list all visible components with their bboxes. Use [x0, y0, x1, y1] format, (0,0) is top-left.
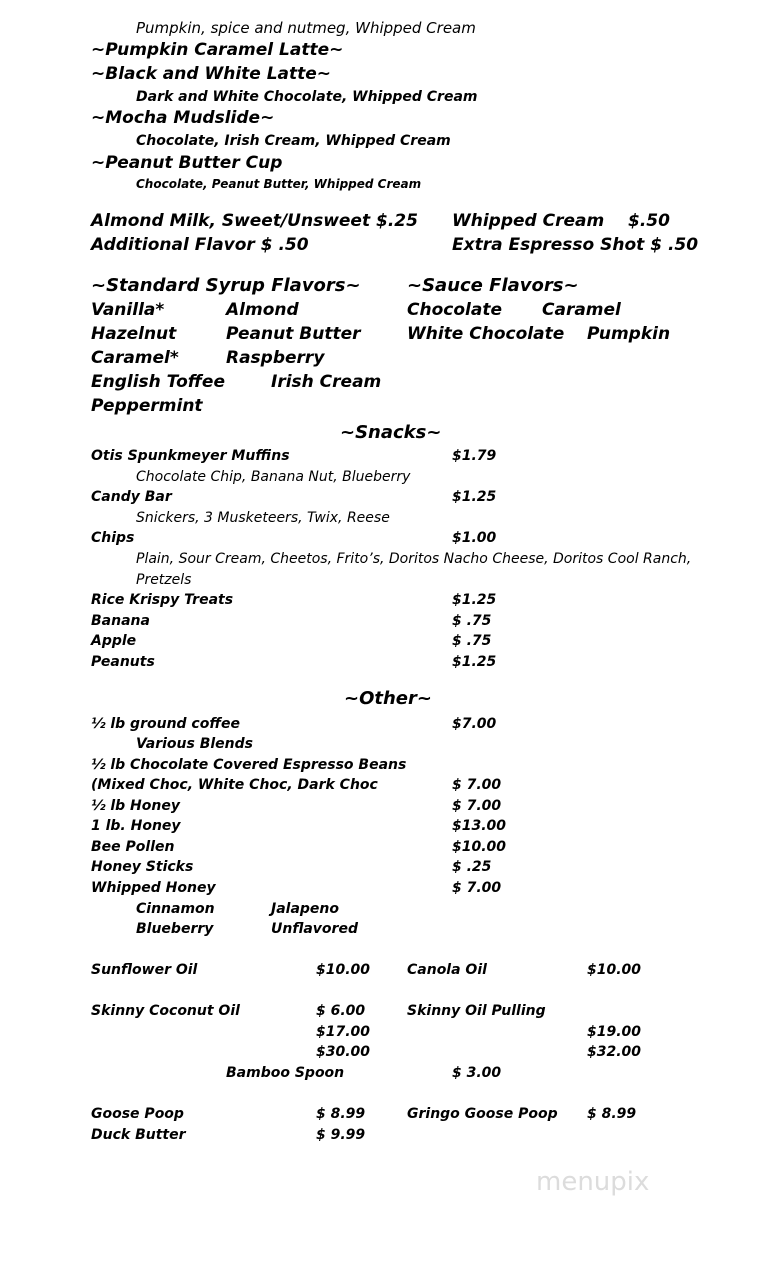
other-ground-coffee-price: $7.00 [452, 716, 497, 732]
syrup-vanilla: Vanilla* [91, 300, 165, 320]
syrup-peppermint: Peppermint [91, 396, 203, 416]
syrup-english-toffee: English Toffee [91, 372, 225, 392]
snack-banana: Banana [91, 613, 150, 629]
other-one-honey: 1 lb. Honey [91, 818, 181, 834]
bamboo-spoon: Bamboo Spoon [226, 1065, 345, 1081]
honey-flavor-cinnamon: Cinnamon [136, 901, 215, 917]
sauce-white-chocolate: White Chocolate [407, 324, 565, 344]
other-half-honey-price: $ 7.00 [452, 798, 502, 814]
snack-peanuts-price: $1.25 [452, 654, 497, 670]
snack-muffins: Otis Spunkmeyer Muffins [91, 448, 290, 464]
snack-chips: Chips [91, 530, 135, 546]
snack-candy: Candy Bar [91, 489, 172, 505]
other-half-honey: ½ lb Honey [91, 798, 180, 814]
gringo-goose-poop-price: $ 8.99 [587, 1106, 637, 1122]
duck-butter-price: $ 9.99 [316, 1127, 366, 1143]
whipped-cream-addon: Whipped Cream [452, 211, 605, 231]
other-ground-coffee: ½ lb ground coffee [91, 716, 240, 732]
snack-peanuts: Peanuts [91, 654, 155, 670]
snack-rice-krispy: Rice Krispy Treats [91, 592, 234, 608]
other-whipped-honey-price: $ 7.00 [452, 880, 502, 896]
snack-candy-description: Snickers, 3 Musketeers, Twix, Reese [136, 510, 390, 526]
sauce-chocolate: Chocolate [407, 300, 502, 320]
other-mixed-choc-price: $ 7.00 [452, 777, 502, 793]
sauce-pumpkin: Pumpkin [587, 324, 671, 344]
gringo-goose-poop: Gringo Goose Poop [407, 1106, 558, 1122]
syrup-irish-cream: Irish Cream [271, 372, 382, 392]
snack-candy-price: $1.25 [452, 489, 497, 505]
honey-flavor-unflavored: Unflavored [271, 921, 358, 937]
oil-coconut: Skinny Coconut Oil [91, 1003, 240, 1019]
other-bee-pollen-price: $10.00 [452, 839, 507, 855]
other-header: ~Other~ [344, 688, 432, 709]
goose-poop-price: $ 8.99 [316, 1106, 366, 1122]
peanut-butter-cup-title: ~Peanut Butter Cup [91, 153, 283, 173]
honey-flavor-blueberry: Blueberry [136, 921, 214, 937]
mocha-description: Chocolate, Irish Cream, Whipped Cream [136, 133, 451, 149]
syrup-raspberry: Raspberry [226, 348, 325, 368]
syrup-caramel: Caramel* [91, 348, 179, 368]
pumpkin-description: Pumpkin, spice and nutmeg, Whipped Cream [136, 19, 476, 37]
other-various-blends: Various Blends [136, 736, 253, 752]
honey-flavor-jalapeno: Jalapeno [271, 901, 340, 917]
syrup-peanut-butter: Peanut Butter [226, 324, 361, 344]
syrup-hazelnut: Hazelnut [91, 324, 177, 344]
oil-sunflower: Sunflower Oil [91, 962, 198, 978]
snack-muffins-price: $1.79 [452, 448, 497, 464]
whipped-cream-price: $.50 [628, 211, 670, 231]
goose-poop: Goose Poop [91, 1106, 184, 1122]
other-honey-sticks-price: $ .25 [452, 859, 492, 875]
black-white-latte-title: ~Black and White Latte~ [91, 64, 332, 84]
oil-canola: Canola Oil [407, 962, 487, 978]
pumpkin-caramel-latte-title: ~Pumpkin Caramel Latte~ [91, 40, 344, 60]
other-honey-sticks: Honey Sticks [91, 859, 194, 875]
syrup-header: ~Standard Syrup Flavors~ [91, 275, 361, 296]
snack-chips-description-2: Pretzels [136, 572, 192, 588]
oil-coconut-price-2: $17.00 [316, 1024, 371, 1040]
snack-apple-price: $ .75 [452, 633, 492, 649]
duck-butter: Duck Butter [91, 1127, 186, 1143]
sauce-caramel: Caramel [542, 300, 621, 320]
mocha-mudslide-title: ~Mocha Mudslide~ [91, 108, 275, 128]
oil-coconut-price-3: $30.00 [316, 1044, 371, 1060]
syrup-almond: Almond [226, 300, 299, 320]
oil-pulling-price-1: $19.00 [587, 1024, 642, 1040]
bamboo-spoon-price: $ 3.00 [452, 1065, 502, 1081]
other-one-honey-price: $13.00 [452, 818, 507, 834]
additional-flavor-addon: Additional Flavor $ .50 [91, 235, 309, 255]
extra-shot-addon: Extra Espresso Shot $ .50 [452, 235, 699, 255]
oil-pulling: Skinny Oil Pulling [407, 1003, 546, 1019]
oil-pulling-price-2: $32.00 [587, 1044, 642, 1060]
oil-sunflower-price: $10.00 [316, 962, 371, 978]
snacks-header: ~Snacks~ [340, 422, 442, 443]
other-mixed-choc: (Mixed Choc, White Choc, Dark Choc [91, 777, 378, 793]
menupix-watermark: menupix [536, 1167, 650, 1197]
snack-banana-price: $ .75 [452, 613, 492, 629]
sauce-header: ~Sauce Flavors~ [407, 275, 579, 296]
snack-rice-krispy-price: $1.25 [452, 592, 497, 608]
other-espresso-beans: ½ lb Chocolate Covered Espresso Beans [91, 757, 407, 773]
almond-milk-addon: Almond Milk, Sweet/Unsweet $.25 [91, 211, 418, 231]
black-white-description: Dark and White Chocolate, Whipped Cream [136, 89, 478, 105]
other-whipped-honey: Whipped Honey [91, 880, 216, 896]
peanut-description: Chocolate, Peanut Butter, Whipped Cream [136, 177, 422, 191]
snack-chips-price: $1.00 [452, 530, 497, 546]
oil-canola-price: $10.00 [587, 962, 642, 978]
oil-coconut-price-1: $ 6.00 [316, 1003, 366, 1019]
snack-apple: Apple [91, 633, 137, 649]
snack-chips-description: Plain, Sour Cream, Cheetos, Frito’s, Doritos Nacho Cheese, Doritos Cool Ranch, [136, 551, 692, 567]
snack-muffins-description: Chocolate Chip, Banana Nut, Blueberry [136, 469, 411, 485]
other-bee-pollen: Bee Pollen [91, 839, 175, 855]
